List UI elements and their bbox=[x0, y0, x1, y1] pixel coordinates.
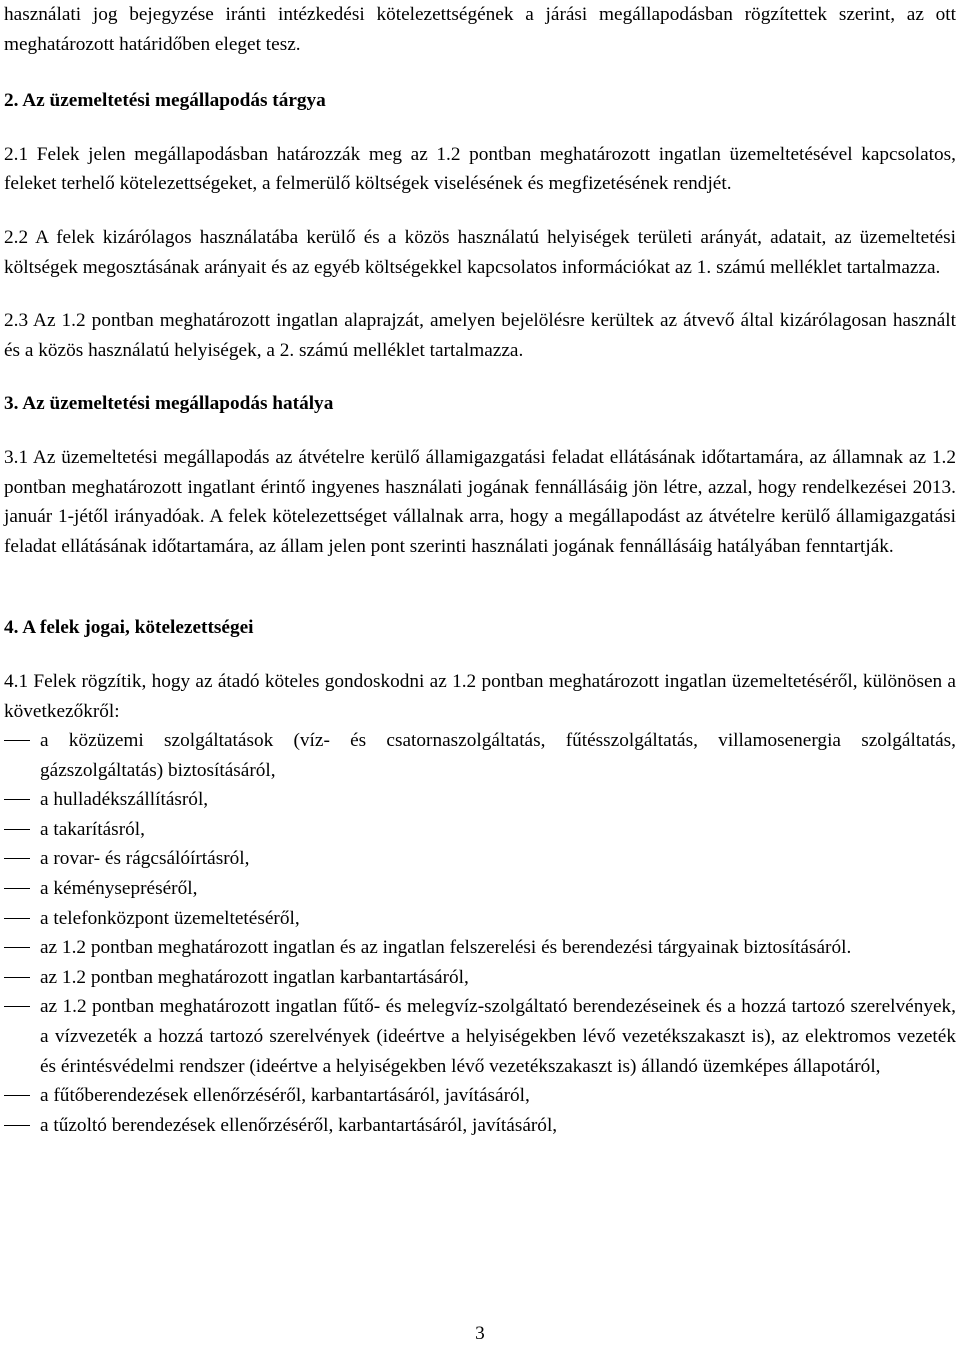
list-item bbox=[4, 844, 956, 874]
spacer bbox=[4, 116, 956, 140]
spacer bbox=[4, 643, 956, 667]
obligations-list bbox=[4, 726, 956, 1140]
list-item-text: a takarításról, bbox=[40, 818, 145, 840]
paragraph-2-3: 2.3 Az 1.2 pontban meghatározott ingatlan alaprajzát, amelyen bejelölésre kerültek az átvevő által kizárólagosan használt és a közös használatú helyiségek, a 2. számú melléklet tartalmazza. bbox=[4, 310, 956, 361]
dash-bullet-icon bbox=[4, 977, 30, 978]
list-item-text: a tűzoltó berendezések ellenőrzéséről, karbantartásáról, javításáról, bbox=[40, 1114, 558, 1136]
dash-bullet-icon bbox=[4, 1006, 30, 1007]
dash-bullet-icon bbox=[4, 1095, 30, 1096]
dash-bullet-icon bbox=[4, 799, 30, 800]
spacer bbox=[4, 282, 956, 306]
list-item bbox=[4, 726, 956, 785]
spacer bbox=[4, 59, 956, 86]
spacer bbox=[4, 199, 956, 223]
list-item bbox=[4, 1111, 956, 1141]
list-item bbox=[4, 963, 956, 993]
list-item-text: a közüzemi szolgáltatások (víz- és csatornaszolgáltatás, fűtésszolgáltatás, villamosenergia szolgáltatás, gázszolgáltatás) biztosításáról, bbox=[40, 730, 956, 781]
paragraph-2-2: 2.2 A felek kizárólagos használatába kerülő és a közös használatú helyiségek területi arányát, adatait, az üzemeltetési költségek megosztásának arányait és az egyéb költségekkel kapcsolatos információkat az 1. számú melléklet tartalmazza. bbox=[4, 226, 956, 278]
paragraph-2-1: 2.1 Felek jelen megállapodásban határozzák meg az 1.2 pontban meghatározott ingatlan üzemeltetésével kapcsolatos, feleket terhelő kötelezettségeket, a felmerülő költségek viselésének és megfizetésének rendjét. bbox=[4, 143, 956, 195]
dash-bullet-icon bbox=[4, 1125, 30, 1126]
list-item-text: a telefonközpont üzemeltetéséről, bbox=[40, 907, 300, 929]
spacer bbox=[4, 419, 956, 443]
list-item-text: a hulladékszállításról, bbox=[40, 789, 209, 811]
paragraph-3-1: 3.1 Az üzemeltetési megállapodás az átvételre kerülő államigazgatási feladat ellátásának időtartamára, az államnak az 1.2 pontban meghatározott ingatlant érintő ingyenes használati jogának fennállásáig jön létre, azzal, hogy rendelkezései 2013. január 1-jétől irányadóak. A felek kötelezettséget vállalnak arra, hogy a megállapodást az átvételre kerülő államigazgatási feladat ellátásának időtartamára, az állam jelen pont szerinti használati jogának fennállásáig hatályában fenntartják. bbox=[4, 446, 956, 557]
list-item bbox=[4, 933, 956, 963]
dash-bullet-icon bbox=[4, 829, 30, 830]
dash-bullet-icon bbox=[4, 918, 30, 919]
list-item-text: az 1.2 pontban meghatározott ingatlan fűtő- és melegvíz-szolgáltató berendezéseinek és a hozzá tartozó szerelvények, a vízvezeték a hozzá tartozó szerelvények (ideértve a helyiségekben lévő vezetékszakaszt is), az elektromos vezeték és érintésvédelmi rendszer (ideértve a helyiségekben lévő vezetékszakaszt is) állandó üzemképes állapotáról, bbox=[40, 996, 956, 1077]
list-item-text: az 1.2 pontban meghatározott ingatlan és az ingatlan felszerelési és berendezési tárgyainak biztosításáról. bbox=[40, 937, 852, 959]
dash-bullet-icon bbox=[4, 740, 30, 741]
list-item bbox=[4, 992, 956, 1081]
dash-bullet-icon bbox=[4, 858, 30, 859]
dash-bullet-icon bbox=[4, 947, 30, 948]
spacer bbox=[4, 365, 956, 389]
list-item-text: az 1.2 pontban meghatározott ingatlan karbantartásáról, bbox=[40, 966, 469, 988]
list-item-text: a rovar- és rágcsálóírtásról, bbox=[40, 848, 250, 870]
document-page bbox=[4, 0, 956, 1356]
intro-paragraph: használati jog bejegyzése iránti intézkedési kötelezettségének a járási megállapodásban rögzítettek szerint, az ott meghatározott határidőben eleget tesz. bbox=[4, 4, 956, 55]
list-item-text: a fűtőberendezések ellenőrzéséről, karbantartásáról, javításáról, bbox=[40, 1085, 530, 1107]
section-4-heading: 4. A felek jogai, kötelezettségei bbox=[4, 617, 254, 639]
list-item bbox=[4, 874, 956, 904]
list-item bbox=[4, 815, 956, 845]
dash-bullet-icon bbox=[4, 888, 30, 889]
list-item-text: a kéménysepréséről, bbox=[40, 878, 198, 900]
section-3-heading: 3. Az üzemeltetési megállapodás hatálya bbox=[4, 393, 334, 415]
list-item bbox=[4, 904, 956, 934]
section-2-heading: 2. Az üzemeltetési megállapodás tárgya bbox=[4, 90, 326, 112]
paragraph-4-1: 4.1 Felek rögzítik, hogy az átadó köteles gondoskodni az 1.2 pontban meghatározott ingatlan üzemeltetéséről, különösen a következőkről: bbox=[4, 670, 956, 722]
list-item bbox=[4, 1081, 956, 1111]
spacer bbox=[4, 561, 956, 613]
list-item bbox=[4, 785, 956, 815]
page-number: 3 bbox=[475, 1323, 485, 1344]
